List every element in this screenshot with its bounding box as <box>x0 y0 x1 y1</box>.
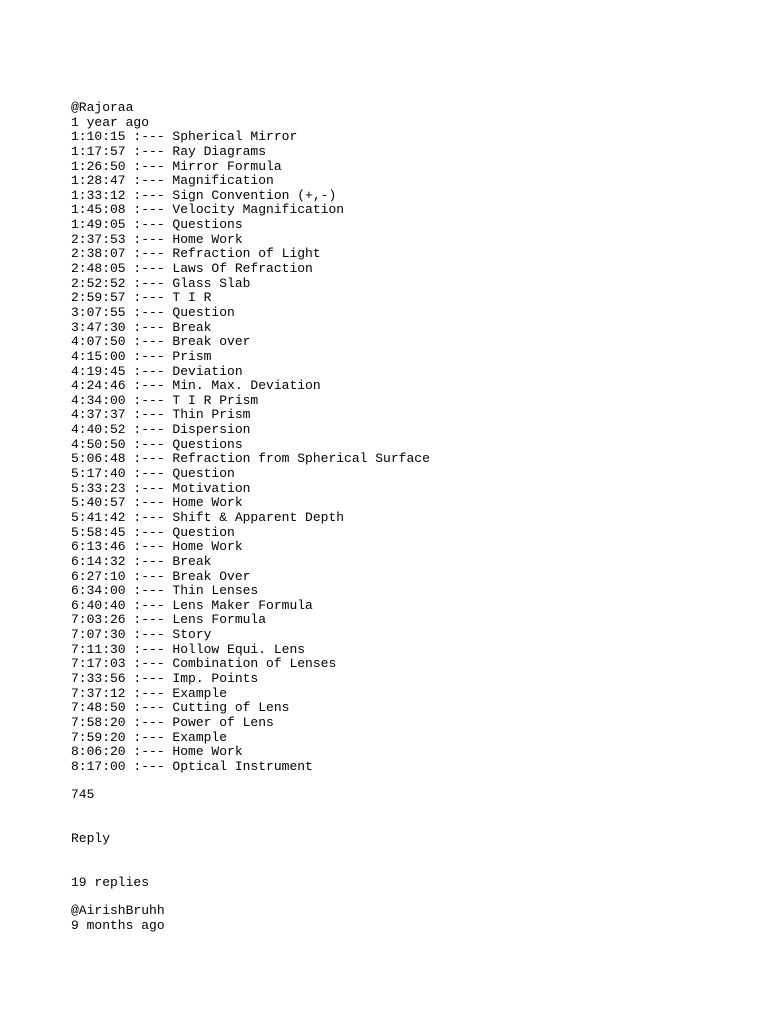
comment-time[interactable]: 1 year ago <box>71 114 150 130</box>
reply-author[interactable]: @AirishBruhh <box>71 903 165 919</box>
timestamp-label: T I R Prism <box>172 392 259 408</box>
timestamp-separator: :--- <box>125 275 173 291</box>
timestamp-label: Magnification <box>172 173 274 189</box>
reply-button[interactable]: Reply <box>71 831 111 847</box>
timestamp-separator: :--- <box>125 656 173 672</box>
timestamp-row <box>71 218 751 233</box>
timestamp-row <box>71 130 751 145</box>
timestamp-separator: :--- <box>125 744 173 760</box>
timestamp-separator: :--- <box>125 378 173 394</box>
timestamp-link[interactable]: 4:07:50 <box>71 334 126 350</box>
timestamp-separator: :--- <box>125 319 173 335</box>
timestamp-label: Thin Lenses <box>172 583 259 599</box>
timestamp-link[interactable]: 6:27:10 <box>71 568 126 584</box>
timestamp-row <box>71 716 751 731</box>
timestamp-link[interactable]: 7:17:03 <box>71 656 126 672</box>
comment <box>71 101 751 890</box>
timestamp-separator: :--- <box>125 612 173 628</box>
timestamp-row <box>71 570 751 585</box>
timestamp-label: Shift & Apparent Depth <box>172 509 345 525</box>
timestamp-row <box>71 701 751 716</box>
timestamp-label: Prism <box>172 348 212 364</box>
view-replies-button[interactable]: 19 replies <box>71 874 150 890</box>
timestamp-link[interactable]: 4:19:45 <box>71 363 126 379</box>
timestamp-label: Optical Instrument <box>172 758 313 774</box>
timestamp-row <box>71 760 751 775</box>
timestamp-separator: :--- <box>125 685 173 701</box>
timestamp-label: Imp. Points <box>172 670 259 686</box>
timestamp-link[interactable]: 7:07:30 <box>71 627 126 643</box>
timestamp-separator: :--- <box>125 466 173 482</box>
timestamp-link[interactable]: 5:33:23 <box>71 480 126 496</box>
timestamp-label: Spherical Mirror <box>172 129 298 145</box>
timestamp-link[interactable]: 4:24:46 <box>71 378 126 394</box>
timestamp-separator: :--- <box>125 202 173 218</box>
timestamp-label: Example <box>172 685 228 701</box>
timestamp-label: Questions <box>172 436 243 452</box>
timestamp-row <box>71 613 751 628</box>
timestamp-label: Lens Maker Formula <box>172 597 313 613</box>
timestamp-label: Mirror Formula <box>172 158 282 174</box>
timestamp-link[interactable]: 5:40:57 <box>71 495 126 511</box>
timestamp-separator: :--- <box>125 173 173 189</box>
timestamp-row <box>71 321 751 336</box>
timestamp-label: Break Over <box>172 568 251 584</box>
timestamp-separator: :--- <box>125 700 173 716</box>
timestamp-separator: :--- <box>125 480 173 496</box>
timestamp-label: Laws Of Refraction <box>172 261 313 277</box>
timestamp-row <box>71 526 751 541</box>
timestamp-link[interactable]: 8:17:00 <box>71 758 126 774</box>
timestamp-link[interactable]: 2:48:05 <box>71 261 126 277</box>
timestamp-row <box>71 233 751 248</box>
timestamp-separator: :--- <box>125 290 173 306</box>
timestamp-row <box>71 643 751 658</box>
timestamp-separator: :--- <box>125 231 173 247</box>
timestamp-link[interactable]: 6:40:40 <box>71 597 126 613</box>
timestamp-row <box>71 350 751 365</box>
timestamp-separator: :--- <box>125 129 173 145</box>
timestamp-link[interactable]: 7:03:26 <box>71 612 126 628</box>
timestamp-row <box>71 482 751 497</box>
timestamp-link[interactable]: 2:52:52 <box>71 275 126 291</box>
timestamp-separator: :--- <box>125 392 173 408</box>
timestamp-row <box>71 262 751 277</box>
timestamp-separator: :--- <box>125 334 173 350</box>
timestamp-row <box>71 365 751 380</box>
timestamp-link[interactable]: 4:34:00 <box>71 392 126 408</box>
timestamp-row <box>71 452 751 467</box>
timestamp-link[interactable]: 2:37:53 <box>71 231 126 247</box>
timestamp-separator: :--- <box>125 246 173 262</box>
timestamp-row <box>71 423 751 438</box>
timestamp-row <box>71 408 751 423</box>
timestamp-label: Break <box>172 319 212 335</box>
timestamp-separator: :--- <box>125 436 173 452</box>
timestamp-separator: :--- <box>125 407 173 423</box>
timestamp-label: Home Work <box>172 495 243 511</box>
timestamp-label: Break over <box>172 334 251 350</box>
timestamp-row <box>71 379 751 394</box>
timestamp-separator: :--- <box>125 363 173 379</box>
timestamp-label: Lens Formula <box>172 612 267 628</box>
timestamp-label: Hollow Equi. Lens <box>172 641 306 657</box>
timestamp-separator: :--- <box>125 217 173 233</box>
timestamp-row <box>71 628 751 643</box>
timestamp-row <box>71 438 751 453</box>
timestamp-separator: :--- <box>125 158 173 174</box>
reply-time[interactable]: 9 months ago <box>71 918 165 934</box>
timestamp-label: Refraction from Spherical Surface <box>172 451 430 467</box>
timestamp-separator: :--- <box>125 729 173 745</box>
timestamp-link[interactable]: 4:15:00 <box>71 348 126 364</box>
timestamp-separator: :--- <box>125 758 173 774</box>
timestamp-label: Thin Prism <box>172 407 251 423</box>
timestamp-label: Story <box>172 627 212 643</box>
timestamp-separator: :--- <box>125 670 173 686</box>
timestamp-separator: :--- <box>125 495 173 511</box>
timestamp-link[interactable]: 3:07:55 <box>71 304 126 320</box>
timestamp-row <box>71 394 751 409</box>
timestamp-link[interactable]: 7:11:30 <box>71 641 126 657</box>
timestamp-row <box>71 657 751 672</box>
timestamp-label: Questions <box>172 217 243 233</box>
timestamp-separator: :--- <box>125 348 173 364</box>
timestamp-list <box>71 130 751 774</box>
timestamp-label: Power of Lens <box>172 714 274 730</box>
timestamp-label: Glass Slab <box>172 275 251 291</box>
timestamp-row <box>71 687 751 702</box>
timestamp-row <box>71 731 751 746</box>
timestamp-link[interactable]: 6:13:46 <box>71 539 126 555</box>
timestamp-row <box>71 203 751 218</box>
timestamp-label: Combination of Lenses <box>172 656 337 672</box>
timestamp-link[interactable]: 1:33:12 <box>71 187 126 203</box>
timestamp-label: Min. Max. Deviation <box>172 378 321 394</box>
timestamp-label: Sign Convention (+,-) <box>172 187 337 203</box>
timestamp-row <box>71 540 751 555</box>
timestamp-link[interactable]: 7:33:56 <box>71 670 126 686</box>
timestamp-label: Question <box>172 466 235 482</box>
timestamp-row <box>71 247 751 262</box>
timestamp-row <box>71 511 751 526</box>
timestamp-row <box>71 672 751 687</box>
timestamp-row <box>71 335 751 350</box>
timestamp-label: Question <box>172 524 235 540</box>
timestamp-link[interactable]: 1:26:50 <box>71 158 126 174</box>
timestamp-link[interactable]: 4:50:50 <box>71 436 126 452</box>
timestamp-separator: :--- <box>125 422 173 438</box>
timestamp-row <box>71 306 751 321</box>
timestamp-label: Home Work <box>172 539 243 555</box>
timestamp-separator: :--- <box>125 627 173 643</box>
timestamp-label: Motivation <box>172 480 251 496</box>
timestamp-label: Cutting of Lens <box>172 700 290 716</box>
timestamp-link[interactable]: 7:58:20 <box>71 714 126 730</box>
timestamp-link[interactable]: 4:40:52 <box>71 422 126 438</box>
timestamp-link[interactable]: 8:06:20 <box>71 744 126 760</box>
timestamp-link[interactable]: 5:41:42 <box>71 509 126 525</box>
timestamp-link[interactable]: 2:59:57 <box>71 290 126 306</box>
comment-author[interactable]: @Rajoraa <box>71 100 134 115</box>
timestamp-link[interactable]: 5:06:48 <box>71 451 126 467</box>
timestamp-separator: :--- <box>125 509 173 525</box>
timestamp-label: Velocity Magnification <box>172 202 345 218</box>
timestamp-link[interactable]: 6:14:32 <box>71 553 126 569</box>
timestamp-row <box>71 599 751 614</box>
timestamp-label: Break <box>172 553 212 569</box>
timestamp-link[interactable]: 1:28:47 <box>71 173 126 189</box>
timestamp-label: T I R <box>172 290 212 306</box>
timestamp-row <box>71 189 751 204</box>
timestamp-link[interactable]: 1:17:57 <box>71 143 126 159</box>
timestamp-separator: :--- <box>125 187 173 203</box>
timestamp-row <box>71 145 751 160</box>
timestamp-row <box>71 467 751 482</box>
timestamp-link[interactable]: 2:38:07 <box>71 246 126 262</box>
like-count: 745 <box>71 787 95 803</box>
timestamp-link[interactable]: 1:10:15 <box>71 129 126 145</box>
timestamp-separator: :--- <box>125 261 173 277</box>
timestamp-separator: :--- <box>125 539 173 555</box>
timestamp-separator: :--- <box>125 304 173 320</box>
timestamp-label: Deviation <box>172 363 243 379</box>
timestamp-label: Ray Diagrams <box>172 143 267 159</box>
timestamp-label: Home Work <box>172 744 243 760</box>
timestamp-label: Example <box>172 729 228 745</box>
timestamp-link[interactable]: 1:49:05 <box>71 217 126 233</box>
timestamp-link[interactable]: 7:37:12 <box>71 685 126 701</box>
timestamp-row <box>71 745 751 760</box>
timestamp-link[interactable]: 5:58:45 <box>71 524 126 540</box>
timestamp-link[interactable]: 4:37:37 <box>71 407 126 423</box>
timestamp-separator: :--- <box>125 583 173 599</box>
timestamp-separator: :--- <box>125 451 173 467</box>
timestamp-row <box>71 277 751 292</box>
timestamp-row <box>71 291 751 306</box>
timestamp-label: Home Work <box>172 231 243 247</box>
timestamp-link[interactable]: 5:17:40 <box>71 466 126 482</box>
timestamp-row <box>71 584 751 599</box>
timestamp-separator: :--- <box>125 597 173 613</box>
timestamp-separator: :--- <box>125 524 173 540</box>
timestamp-label: Question <box>172 304 235 320</box>
timestamp-row <box>71 555 751 570</box>
timestamp-separator: :--- <box>125 568 173 584</box>
timestamp-separator: :--- <box>125 553 173 569</box>
reply-comment <box>71 904 751 933</box>
timestamp-link[interactable]: 6:34:00 <box>71 583 126 599</box>
timestamp-link[interactable]: 3:47:30 <box>71 319 126 335</box>
timestamp-link[interactable]: 7:59:20 <box>71 729 126 745</box>
timestamp-link[interactable]: 7:48:50 <box>71 700 126 716</box>
timestamp-separator: :--- <box>125 641 173 657</box>
timestamp-row <box>71 174 751 189</box>
timestamp-row <box>71 496 751 511</box>
timestamp-separator: :--- <box>125 714 173 730</box>
timestamp-separator: :--- <box>125 143 173 159</box>
timestamp-label: Dispersion <box>172 422 251 438</box>
timestamp-row <box>71 160 751 175</box>
timestamp-link[interactable]: 1:45:08 <box>71 202 126 218</box>
timestamp-label: Refraction of Light <box>172 246 321 262</box>
comment-thread <box>71 101 751 934</box>
